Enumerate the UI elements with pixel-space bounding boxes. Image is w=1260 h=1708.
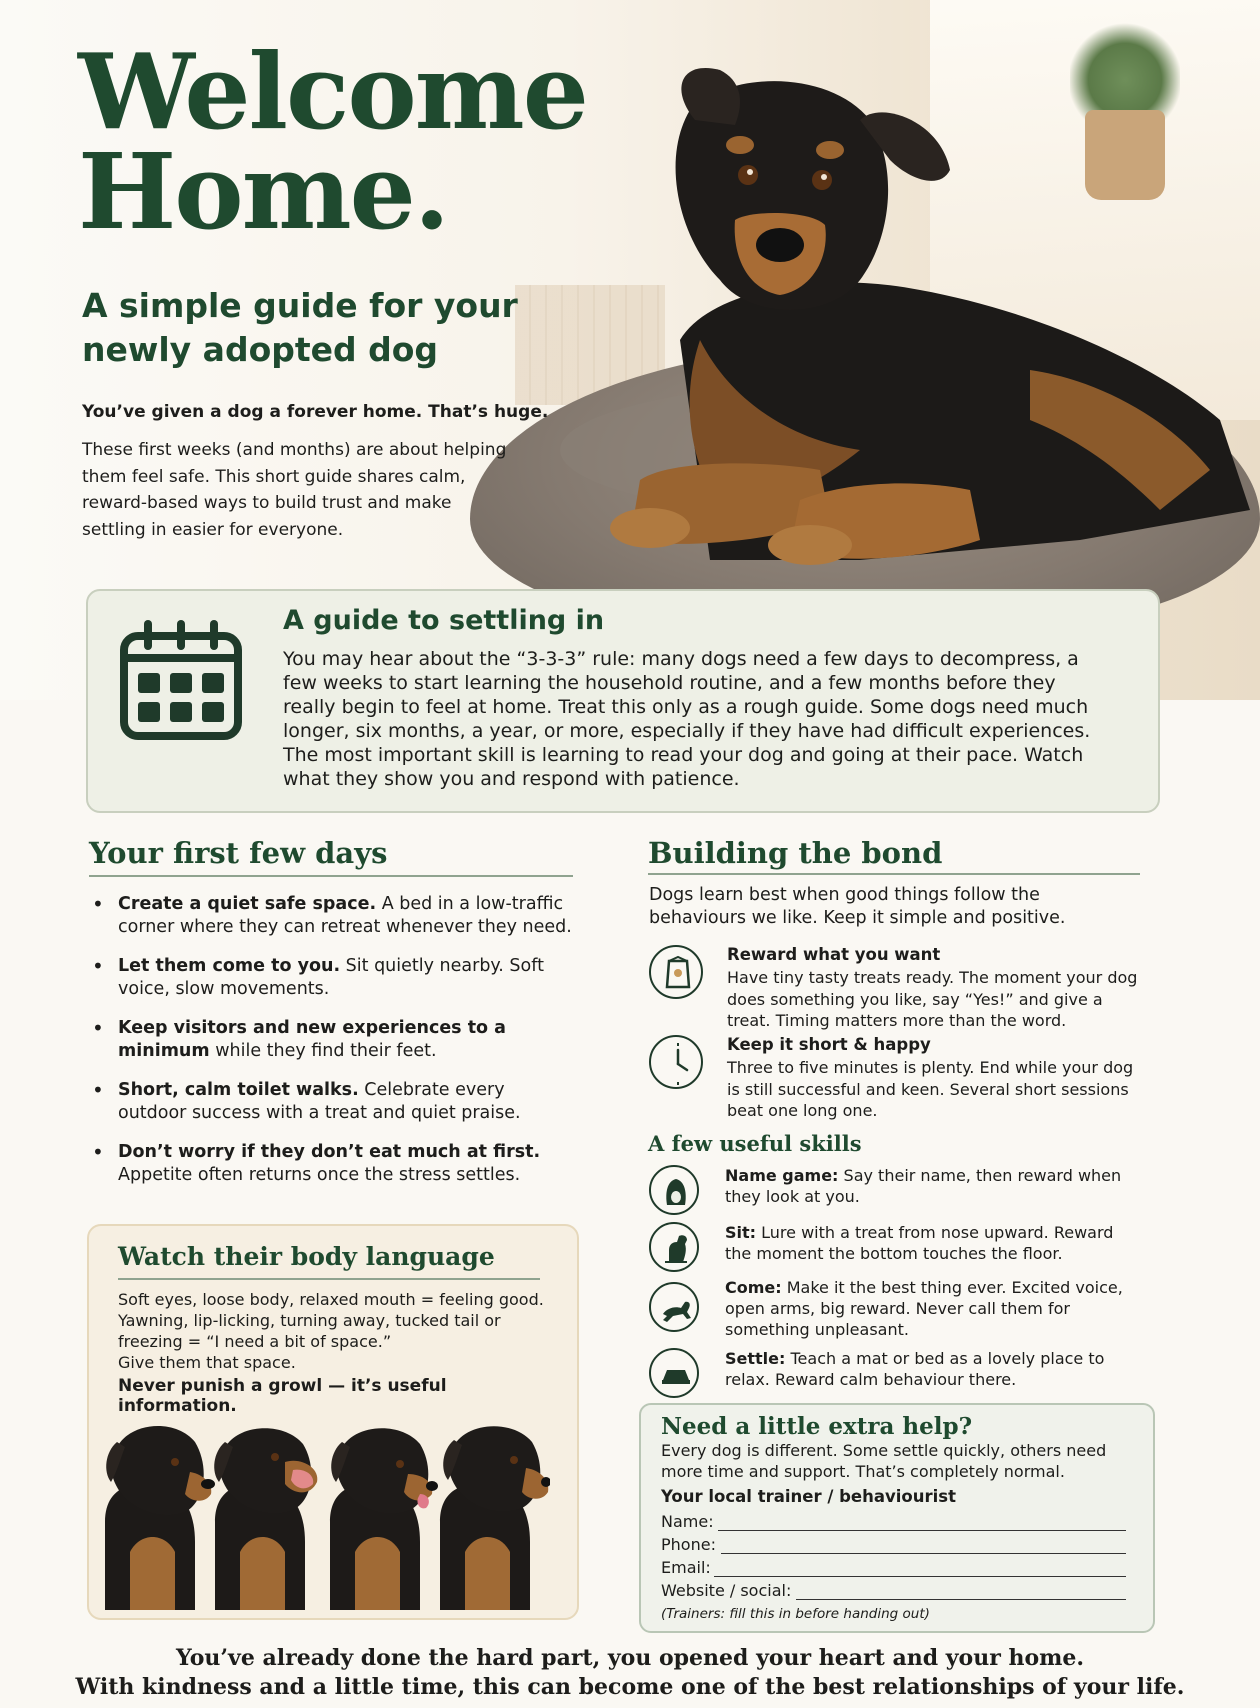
field-line <box>721 1553 1126 1554</box>
skill-description: Say their name, then reward when they look at you. <box>725 1166 1122 1206</box>
hero-dog-photo <box>560 40 1260 600</box>
list-item-text: Sit quietly nearby. Soft voice, slow movements. <box>118 956 544 999</box>
trainer-name-field[interactable] <box>661 1512 1126 1534</box>
settling-text: You may hear about the “3-3-3” rule: many dogs need a few days to decompress, a few weeks to start learning the household routine, and a few months before they really begin to feel at home. Treat this only as a rough guide. Some dogs need much longer, six months, a year, or more, especially if they have had difficult experiences. The most important skill is learning to read your dog and going at their pace. Watch what they show you and respond with patience. <box>283 648 1091 790</box>
intro-lead: You’ve given a dog a forever home. That’s huge. <box>82 402 549 422</box>
skill-name: Come: <box>725 1278 782 1297</box>
list-item <box>118 1079 578 1125</box>
skill-description: Lure with a treat from nose upward. Reward the moment the bottom touches the floor. <box>725 1223 1114 1263</box>
field-line <box>796 1599 1126 1600</box>
bond-title: Building the bond <box>648 836 943 870</box>
skill-name: Name game: <box>725 1166 839 1185</box>
dog-photo-yawning <box>205 1412 325 1610</box>
list-item-bold: Create a quiet safe space. <box>118 894 377 914</box>
page-subtitle <box>82 284 542 372</box>
bond-intro: Dogs learn best when good things follow the behaviours we like. Keep it simple and positive. <box>649 885 1066 928</box>
tip-text: Have tiny tasty treats ready. The moment your dog does something you like, say “Yes!” and give a treat. Timing matters more than the word. <box>727 968 1138 1030</box>
list-item-text: A bed in a low-traffic corner where they can retreat whenever they need. <box>118 894 572 937</box>
first-days-title: Your first few days <box>89 836 388 870</box>
help-text: Every dog is different. Some settle quickly, others need more time and support. That’s completely normal. <box>661 1441 1107 1481</box>
help-note: (Trainers: fill this in before handing out) <box>661 1606 930 1622</box>
skill-come <box>649 1277 1149 1345</box>
body-language-line-2: Yawning, lip-licking, turning away, tucked tail or freezing = “I need a bit of space.” <box>118 1311 501 1351</box>
list-item <box>118 1017 578 1063</box>
tip-text: Three to five minutes is plenty. End while your dog is still successful and keen. Several short sessions beat one long one. <box>727 1058 1134 1120</box>
skill-sit <box>649 1222 1149 1272</box>
skill-text <box>725 1348 1125 1390</box>
list-item <box>118 893 578 939</box>
body-language-text <box>118 1289 558 1373</box>
closing-line-1: You’ve already done the hard part, you opened your heart and your home. <box>175 1645 1085 1671</box>
intro-text: These first weeks (and months) are about helping them feel safe. This short guide shares calm, reward-based ways to build trust and make settling in easier for everyone. <box>82 440 507 540</box>
closing-message <box>0 1644 1260 1702</box>
tip-title: Keep it short & happy <box>727 1035 931 1054</box>
skill-text <box>725 1222 1125 1264</box>
title-line-2: Home. <box>78 130 449 253</box>
field-line <box>718 1530 1126 1531</box>
list-item <box>118 955 578 1001</box>
subtitle-line-2: newly adopted dog <box>82 330 439 369</box>
sitting-dog-icon <box>649 1222 699 1272</box>
dog-photo-lip-licking <box>320 1412 440 1610</box>
dog-head-icon <box>649 1165 699 1215</box>
help-subtitle: Your local trainer / behaviourist <box>661 1487 956 1506</box>
bond-rule <box>648 873 1140 875</box>
list-item-bold: Short, calm toilet walks. <box>118 1080 359 1100</box>
tip-short-happy <box>649 1035 1149 1120</box>
field-label: Website / social: <box>661 1581 792 1600</box>
list-item-text: Appetite often returns once the stress settles. <box>118 1165 521 1185</box>
dog-photo-relaxed <box>95 1412 215 1610</box>
body-language-rule <box>118 1278 540 1280</box>
settling-title: A guide to settling in <box>283 605 605 636</box>
field-line <box>714 1576 1126 1577</box>
dog-photo-turning-away <box>430 1412 550 1610</box>
body-language-line-1: Soft eyes, loose body, relaxed mouth = feeling good. <box>118 1290 544 1309</box>
field-label: Email: <box>661 1558 711 1577</box>
body-language-line-3: Give them that space. <box>118 1353 296 1372</box>
field-label: Phone: <box>661 1535 716 1554</box>
field-label: Name: <box>661 1512 714 1531</box>
tip-reward <box>649 945 1149 1030</box>
clock-icon <box>649 1035 703 1089</box>
trainer-phone-field[interactable] <box>661 1535 1126 1557</box>
list-item-text: Celebrate every outdoor success with a treat and quiet praise. <box>118 1080 521 1123</box>
skill-settle <box>649 1348 1149 1398</box>
list-item-text: while they find their feet. <box>209 1041 437 1061</box>
trainer-email-field[interactable] <box>661 1558 1126 1580</box>
skill-text <box>725 1165 1125 1207</box>
skills-title: A few useful skills <box>648 1131 862 1156</box>
skill-name: Settle: <box>725 1349 786 1368</box>
skill-description: Make it the best thing ever. Excited voice, open arms, big reward. Never call them for something unpleasant. <box>725 1278 1123 1339</box>
running-dog-icon <box>649 1282 699 1332</box>
help-title: Need a little extra help? <box>661 1413 973 1440</box>
skill-name-game <box>649 1165 1149 1215</box>
closing-line-2: With kindness and a little time, this can become one of the best relationships of your life. <box>75 1674 1185 1700</box>
tip-title: Reward what you want <box>727 945 941 964</box>
trainer-website-field[interactable] <box>661 1581 1126 1603</box>
title-line-1: Welcome <box>78 30 587 153</box>
list-item-bold: Keep visitors and new experiences to a minimum <box>118 1018 506 1061</box>
list-item <box>118 1141 578 1187</box>
body-language-title: Watch their body language <box>118 1242 495 1271</box>
treat-bag-icon <box>649 945 703 999</box>
skill-description: Teach a mat or bed as a lovely place to relax. Reward calm behaviour there. <box>725 1349 1105 1389</box>
skill-name: Sit: <box>725 1223 757 1242</box>
calendar-icon <box>118 618 246 746</box>
subtitle-line-1: A simple guide for your <box>82 286 518 325</box>
list-item-bold: Don’t worry if they don’t eat much at first. <box>118 1142 541 1162</box>
mat-icon <box>649 1348 699 1398</box>
first-days-list <box>118 893 578 1203</box>
body-language-warning: Never punish a growl — it’s useful information. <box>118 1376 447 1416</box>
list-item-bold: Let them come to you. <box>118 956 341 976</box>
page-title <box>78 30 598 253</box>
skill-text <box>725 1277 1125 1340</box>
first-days-rule <box>89 875 573 877</box>
